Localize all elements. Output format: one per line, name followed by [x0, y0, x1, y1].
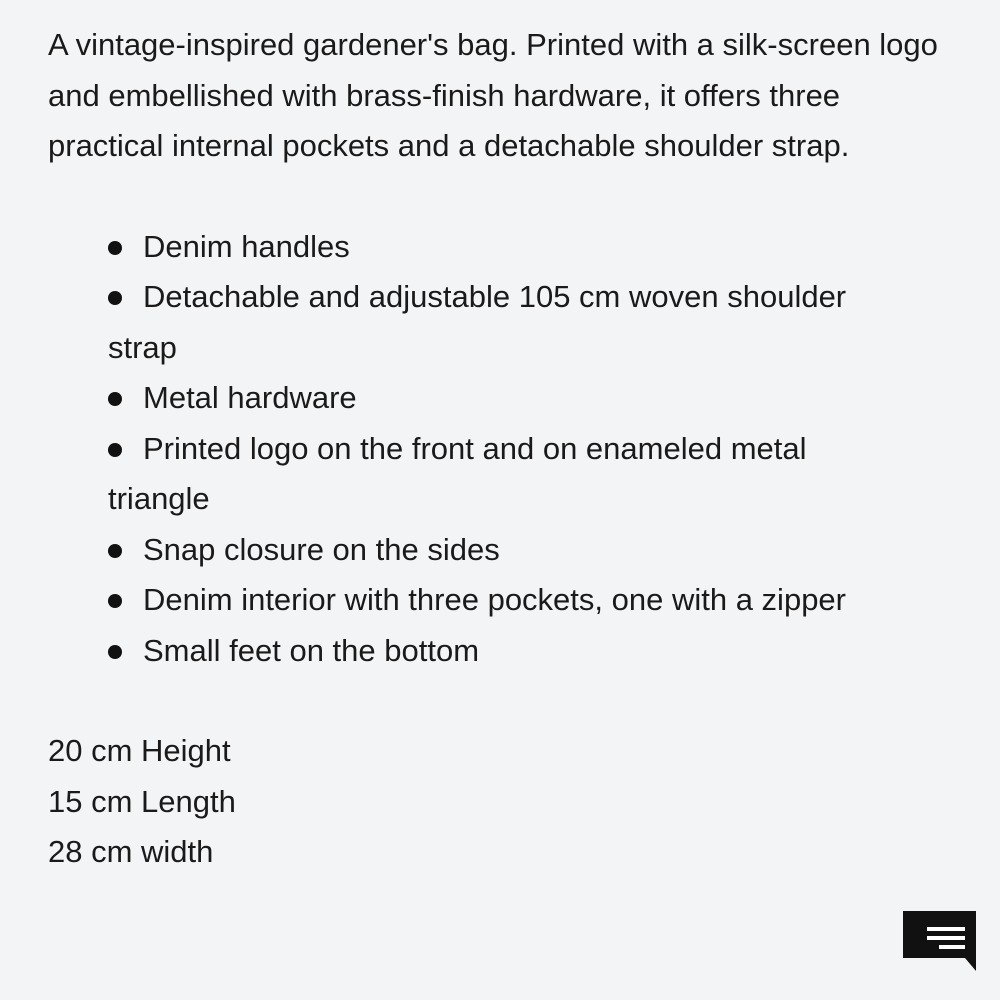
bullet-icon [108, 594, 122, 608]
product-details [48, 20, 948, 878]
list-item [108, 424, 948, 525]
list-item [108, 626, 948, 677]
list-item [108, 373, 948, 424]
chat-bubble-icon [903, 911, 977, 971]
list-item [108, 575, 948, 626]
bullet-icon [108, 443, 122, 457]
feature-text: Small feet on the bottom [143, 632, 480, 668]
feature-text: Snap closure on the sides [143, 531, 500, 567]
feature-text: Detachable and adjustable 105 cm woven shoulder [143, 279, 847, 314]
bullet-icon [108, 241, 122, 255]
bullet-icon [108, 544, 122, 558]
list-item [108, 272, 948, 373]
dimension-height: 20 cm Height [48, 733, 231, 768]
bullet-icon [108, 645, 122, 659]
features-list [48, 222, 948, 677]
feature-text-continuation: strap [108, 329, 177, 365]
list-item [108, 222, 948, 273]
bullet-icon [108, 291, 122, 305]
bullet-icon [108, 392, 122, 406]
dimension-length: 15 cm Length [48, 783, 236, 819]
list-item [108, 525, 948, 576]
feature-text-continuation: triangle [108, 481, 210, 516]
feature-text: Denim handles [143, 228, 350, 264]
chat-button[interactable] [903, 911, 977, 971]
product-description: A vintage-inspired gardener's bag. Printed with a silk-screen logo and embellished with brass-finish hardware, it offers three practical internal pockets and a detachable shoulder strap. [48, 27, 938, 163]
feature-text: Denim interior with three pockets, one with a zipper [143, 582, 846, 617]
feature-text: Metal hardware [143, 380, 357, 415]
dimensions [48, 726, 948, 878]
dimension-width: 28 cm width [48, 834, 214, 869]
feature-text: Printed logo on the front and on enameled metal [143, 430, 807, 466]
